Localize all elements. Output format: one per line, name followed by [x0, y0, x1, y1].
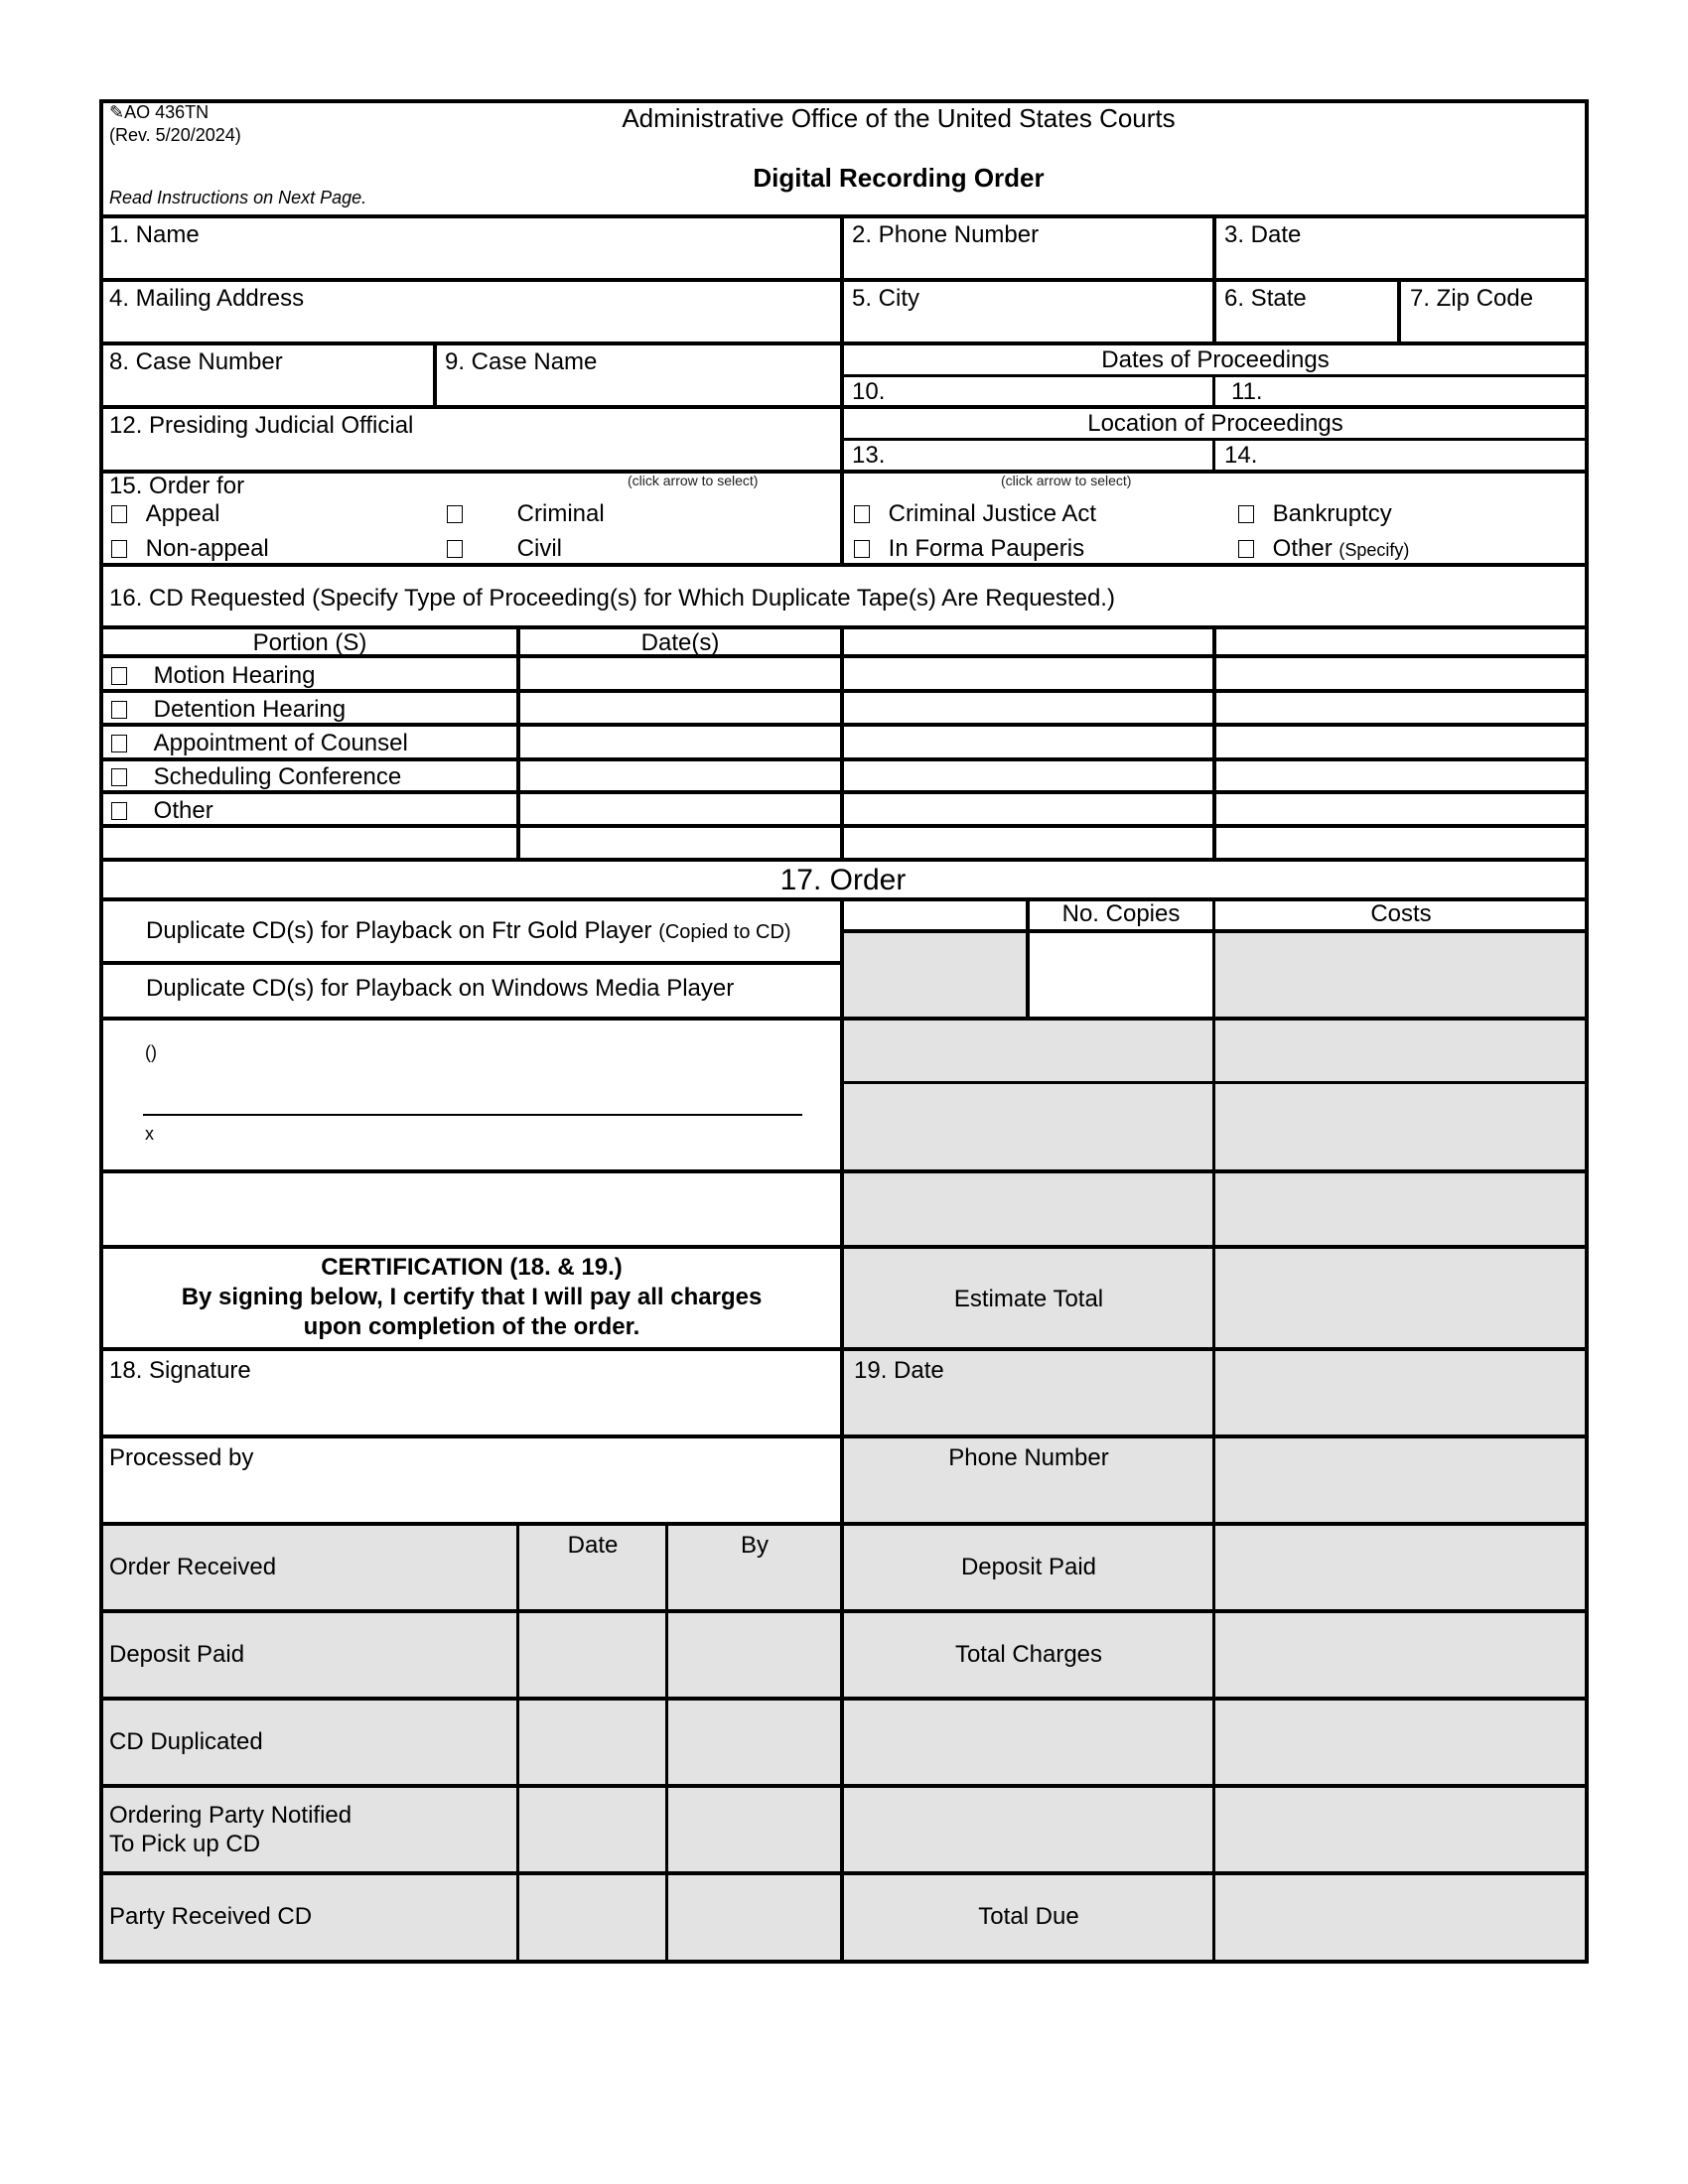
location-14-label: 14.: [1224, 442, 1258, 469]
col-divider: [516, 1522, 519, 1963]
location-of-proceedings-label: Location of Proceedings: [1087, 410, 1343, 437]
date-from-label: 10.: [852, 378, 886, 405]
presiding-official-label: 12. Presiding Judicial Official: [109, 412, 414, 439]
location-14-input[interactable]: [1257, 442, 1581, 468]
name-input[interactable]: [105, 248, 836, 276]
col-no-copies: No. Copies: [1061, 900, 1181, 927]
signature-x: x: [145, 1124, 154, 1144]
checkbox-icon[interactable]: [111, 701, 127, 719]
phone-input[interactable]: [846, 248, 1209, 276]
click-arrow-hint-1: (click arrow to select): [628, 473, 759, 488]
divider: [99, 470, 1589, 474]
col-by: By: [740, 1532, 769, 1559]
col-portion: Portion (S): [252, 629, 367, 656]
zip-input[interactable]: [1404, 312, 1581, 340]
divider: [99, 1434, 1589, 1438]
cert-date-label: 19. Date: [854, 1357, 944, 1384]
mailing-address-input[interactable]: [105, 312, 836, 340]
office-row-party-notified-line2: To Pick up CD: [109, 1831, 261, 1857]
portion-row-scheduling-conference[interactable]: Scheduling Conference: [111, 764, 401, 790]
col-divider: [1212, 438, 1215, 472]
divider: [99, 1871, 1589, 1875]
state-input[interactable]: [1219, 312, 1394, 340]
col-divider: [433, 341, 437, 407]
divider: [99, 1609, 1589, 1613]
checkbox-icon[interactable]: [447, 505, 463, 523]
divider: [99, 1697, 1589, 1701]
estimate-total-label: Estimate Total: [953, 1286, 1104, 1312]
checkbox-icon[interactable]: [111, 667, 127, 685]
divider: [99, 961, 844, 965]
order-costs-shaded-cell: [1215, 931, 1587, 1020]
divider: [99, 214, 1589, 218]
checkbox-icon[interactable]: [854, 540, 870, 558]
divider: [99, 790, 1589, 794]
portion-row-other[interactable]: Other: [111, 798, 213, 824]
certification-line-2: upon completion of the order.: [303, 1313, 640, 1340]
form-id: ✎AO 436TN: [109, 102, 210, 122]
city-input[interactable]: [846, 312, 1209, 340]
office-row-cd-duplicated: CD Duplicated: [109, 1728, 263, 1755]
cert-date-input[interactable]: [848, 1386, 1209, 1432]
col-divider: [665, 1522, 668, 1963]
checkbox-in-forma-pauperis[interactable]: In Forma Pauperis: [854, 536, 1084, 562]
divider: [99, 278, 1589, 282]
certification-title: CERTIFICATION (18. & 19.): [321, 1254, 623, 1281]
date-to-input[interactable]: [1263, 378, 1581, 404]
signature-label: 18. Signature: [109, 1357, 251, 1384]
portion-row-motion-hearing[interactable]: Motion Hearing: [111, 663, 315, 689]
location-13-label: 13.: [852, 442, 886, 469]
instructions-note: Read Instructions on Next Page.: [109, 188, 367, 207]
office-row-deposit-paid: Deposit Paid: [109, 1641, 245, 1668]
border-right: [1585, 99, 1589, 1964]
order-row-ftr-gold: Duplicate CD(s) for Playback on Ftr Gold Player (Copied to CD): [146, 917, 791, 944]
portion-row-appointment-of-counsel[interactable]: Appointment of Counsel: [111, 731, 408, 756]
divider: [99, 858, 1589, 862]
checkbox-icon[interactable]: [111, 505, 127, 523]
presiding-official-input[interactable]: [105, 439, 836, 467]
checkbox-icon[interactable]: [854, 505, 870, 523]
dates-of-proceedings-label: Dates of Proceedings: [1101, 346, 1330, 373]
checkbox-icon[interactable]: [111, 735, 127, 752]
processed-by-label: Processed by: [109, 1444, 254, 1471]
total-charges-label: Total Charges: [954, 1641, 1103, 1668]
zip-label: 7. Zip Code: [1410, 285, 1534, 312]
location-13-input[interactable]: [886, 442, 1209, 468]
checkbox-non-appeal[interactable]: Non-appeal: [111, 536, 269, 562]
checkbox-civil[interactable]: Civil: [447, 536, 562, 562]
case-number-input[interactable]: [105, 375, 429, 403]
divider: [99, 1784, 1589, 1788]
checkbox-icon[interactable]: [111, 802, 127, 820]
other-specify-note: (Specify): [1338, 540, 1410, 560]
date-label: 3. Date: [1224, 221, 1302, 248]
certification-line-1: By signing below, I certify that I will pay all charges: [181, 1284, 763, 1310]
click-arrow-hint-2: (click arrow to select): [1001, 473, 1132, 488]
divider: [99, 563, 1589, 567]
checkbox-icon[interactable]: [1238, 540, 1254, 558]
order-for-label: 15. Order for: [109, 473, 245, 499]
city-label: 5. City: [852, 285, 920, 312]
phone-number-label: Phone Number: [948, 1444, 1109, 1471]
divider: [99, 1169, 1589, 1173]
name-label: 1. Name: [109, 221, 200, 248]
divider: [99, 1522, 1589, 1526]
col-divider: [840, 625, 844, 860]
checkbox-criminal[interactable]: Criminal: [447, 501, 605, 527]
office-row-order-received: Order Received: [109, 1554, 277, 1580]
case-name-label: 9. Case Name: [445, 348, 598, 375]
pencil-icon: ✎: [109, 102, 125, 122]
checkbox-icon[interactable]: [1238, 505, 1254, 523]
divider: [99, 689, 1589, 693]
checkbox-icon[interactable]: [111, 768, 127, 786]
form-revision: (Rev. 5/20/2024): [109, 125, 241, 145]
col-divider: [1212, 625, 1216, 860]
checkbox-icon[interactable]: [447, 540, 463, 558]
divider: [99, 757, 1589, 761]
border-left: [99, 99, 103, 1964]
divider: [99, 341, 1589, 345]
divider: [99, 1017, 1589, 1021]
checkbox-appeal[interactable]: Appeal: [111, 501, 219, 527]
signature-line: [143, 1114, 802, 1116]
checkbox-icon[interactable]: [111, 540, 127, 558]
divider: [99, 405, 1589, 409]
office-row-party-notified: Ordering Party Notified: [109, 1802, 352, 1829]
col-divider: [516, 625, 520, 860]
order-row-windows-media: Duplicate CD(s) for Playback on Windows Media Player: [146, 975, 735, 1002]
col-dates: Date(s): [640, 629, 720, 656]
portion-row-detention-hearing[interactable]: Detention Hearing: [111, 697, 346, 723]
total-due-label: Total Due: [978, 1903, 1079, 1930]
phone-label: 2. Phone Number: [852, 221, 1040, 248]
office-row-party-received: Party Received CD: [109, 1903, 313, 1930]
order-section-title: 17. Order: [779, 864, 907, 896]
case-name-input[interactable]: [441, 375, 836, 403]
col-costs: Costs: [1370, 900, 1432, 927]
col-divider: [1397, 278, 1401, 343]
signature-input[interactable]: [105, 1386, 836, 1432]
deposit-paid-label: Deposit Paid: [960, 1554, 1097, 1580]
cd-requested-label: 16. CD Requested (Specify Type of Proceeding(s) for Which Duplicate Tape(s) Are Requested.): [109, 585, 1115, 612]
divider: [99, 1245, 1589, 1249]
col-date: Date: [567, 1532, 619, 1559]
checkbox-bankruptcy[interactable]: Bankruptcy: [1238, 501, 1392, 527]
form-title: Digital Recording Order: [753, 163, 1045, 193]
divider: [99, 1347, 1589, 1351]
divider: [99, 723, 1589, 727]
border-bottom: [99, 1960, 1589, 1964]
col-divider: [840, 214, 844, 565]
mailing-address-label: 4. Mailing Address: [109, 285, 305, 312]
checkbox-criminal-justice-act[interactable]: Criminal Justice Act: [854, 501, 1096, 527]
checkbox-other[interactable]: Other (Specify): [1238, 536, 1409, 563]
col-divider: [1212, 897, 1215, 1963]
paren-placeholder: (): [145, 1042, 157, 1062]
date-to-label: 11.: [1231, 378, 1263, 405]
case-number-label: 8. Case Number: [109, 348, 283, 375]
no-copies-input[interactable]: [1033, 935, 1209, 1017]
col-divider: [840, 897, 844, 1963]
col-divider: [1212, 374, 1215, 407]
order-ftr-shaded-cell: [844, 931, 1028, 1020]
date-input[interactable]: [1219, 248, 1581, 276]
date-value-shaded: [1215, 1350, 1587, 1436]
divider: [99, 824, 1589, 828]
agency-name: Administrative Office of the United States Courts: [622, 103, 1176, 133]
col-divider: [1212, 214, 1216, 343]
state-label: 6. State: [1224, 285, 1307, 312]
date-from-input[interactable]: [886, 378, 1209, 404]
